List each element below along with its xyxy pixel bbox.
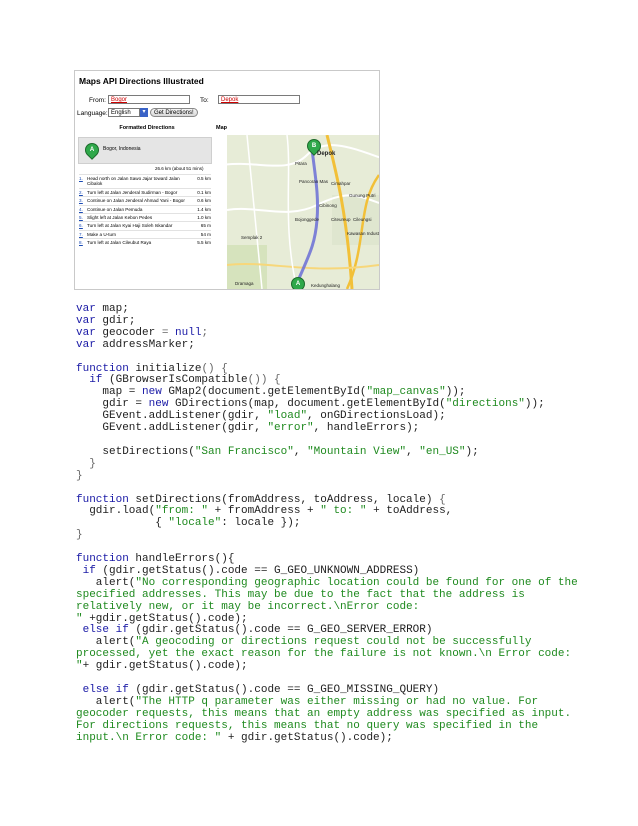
from-input[interactable]: Bogor: [108, 95, 190, 104]
code-listing: [76, 303, 578, 745]
code-token: ));: [445, 386, 466, 399]
route-summary: 26.6 km (about 51 mins): [155, 166, 204, 171]
code-token: "directions": [445, 398, 525, 411]
map-label-semplak: Semplak 2: [241, 235, 263, 240]
list-item[interactable]: 7. Make a U-turn 54 m: [79, 231, 211, 237]
code-token: GMap2(document.getElementById(: [161, 386, 367, 399]
map-label-pancoran-mas: Pancoran Mas: [299, 179, 329, 184]
code-token: initialize: [128, 362, 202, 375]
code-token: , handleErrors);: [313, 422, 420, 435]
code-token: {: [76, 517, 169, 530]
code-token: ": [76, 612, 83, 625]
code-line: [76, 304, 556, 316]
marker-a-icon: A: [82, 140, 102, 160]
marker-b-icon: B: [304, 136, 324, 156]
code-token: specified addresses. This may be due to the fact that the address is: [76, 588, 525, 601]
code-token: "load": [267, 410, 308, 423]
code-token: + gdir.getStatus().code);: [82, 660, 248, 673]
code-token: processed, yet the exact reason for the failure is not known.\n Error code:: [76, 648, 572, 661]
code-token: GDirections(map, document.getElementById(: [168, 398, 446, 411]
code-token: alert(: [76, 695, 136, 708]
code-token: "en_US": [419, 445, 466, 458]
from-label: From:: [89, 97, 106, 104]
map-roads: [227, 135, 379, 289]
map-label-gunung-putri: Gunung Putri: [349, 193, 376, 198]
list-item[interactable]: 3. Continue on Jalan Jenderal Ahmad Yani - Bogor 0.6 km: [79, 198, 211, 204]
code-token: [76, 374, 89, 386]
code-token: if: [82, 564, 96, 577]
get-directions-button[interactable]: Get Directions!: [150, 108, 198, 117]
code-line: [76, 471, 556, 483]
map-label-depok: Depok: [317, 151, 336, 157]
code-token: "No corresponding geographic location could be found for one of the: [135, 576, 578, 589]
code-token: addressMarker;: [95, 338, 195, 351]
code-line: [76, 447, 556, 459]
map-label-bojonggede: Bojonggede: [295, 217, 320, 222]
code-token: : locale });: [221, 517, 301, 530]
code-token: var: [76, 303, 96, 315]
code-token: , onGDirectionsLoad);: [307, 410, 446, 423]
code-token: setDirections(fromAddress, toAddress, locale): [128, 493, 440, 506]
code-token: relatively new, or it may be incorrect.\nError code:: [76, 600, 420, 613]
code-token: function: [76, 362, 129, 375]
map-label-citeureup: Citeureup: [331, 217, 351, 222]
step-list: [79, 174, 211, 247]
code-token: [76, 565, 83, 577]
code-token: "San Francisco": [194, 445, 294, 458]
start-location: Bogor, Indonesia: [103, 146, 141, 152]
code-token: ,: [406, 445, 420, 458]
code-token: new: [148, 398, 169, 411]
language-select[interactable]: English: [108, 108, 140, 117]
code-token: "map_canvas": [366, 386, 446, 399]
code-line: [76, 340, 556, 352]
code-token: "The HTTP q parameter was either missing or had no value. For: [135, 695, 539, 708]
code-token: + fromAddress +: [208, 505, 321, 518]
to-input[interactable]: Depok: [218, 95, 300, 104]
code-token: "Mountain View": [307, 445, 407, 458]
code-token: =: [161, 326, 176, 339]
code-token: setDirections(: [76, 445, 195, 458]
map-canvas[interactable]: [227, 135, 379, 289]
list-item[interactable]: 6. Turn left at Jalan Kyai Haji Soleh Iskandar 65 m: [79, 223, 211, 229]
chevron-down-icon[interactable]: ▾: [140, 108, 148, 117]
list-item[interactable]: 2. Turn left at Jalan Jenderal Sudirman - Bogor 0.1 km: [79, 189, 211, 195]
code-token: GEvent.addListener(gdir,: [76, 410, 268, 423]
list-item[interactable]: 4. Continue on Jalan Pemuda 1.4 km: [79, 206, 211, 212]
code-line: [76, 518, 556, 530]
code-token: function: [76, 493, 129, 506]
code-token: "from: ": [155, 505, 209, 518]
code-token: {: [439, 493, 446, 506]
map-label-dramaga: Dramaga: [235, 281, 254, 286]
directions-demo-screenshot: [74, 70, 380, 290]
code-token: }: [76, 529, 83, 542]
code-token: (gdir.getStatus().code == G_GEO_UNKNOWN_ADDRESS): [95, 564, 420, 577]
language-label: Language:: [77, 110, 108, 117]
code-token: () {: [201, 362, 228, 375]
code-token: map =: [76, 386, 143, 399]
code-token: +gdir.getStatus().code);: [82, 612, 248, 625]
map-label-kedunghalang: Kedunghalang: [311, 283, 341, 288]
code-line: [76, 530, 556, 542]
code-token: var: [76, 326, 96, 339]
code-token: (gdir.getStatus().code == G_GEO_SERVER_ERROR): [128, 624, 433, 637]
code-token: map;: [95, 303, 129, 315]
code-line: [76, 733, 556, 745]
code-token: }: [76, 469, 83, 482]
code-token: alert(: [76, 636, 136, 649]
code-token: ()) {: [247, 374, 281, 387]
map-label-pitara: Pitara: [295, 161, 307, 166]
list-item[interactable]: 8. Turn left at Jalan Cileubut Raya 5.5 km: [79, 240, 211, 246]
code-line: [76, 423, 556, 435]
to-label: To:: [200, 97, 209, 104]
code-line: [76, 661, 556, 673]
code-token: "locale": [168, 517, 222, 530]
code-token: new: [142, 386, 162, 399]
code-token: [76, 684, 83, 696]
code-token: ,: [293, 445, 308, 458]
code-token: "error": [267, 422, 314, 435]
list-item[interactable]: 5. Slight left at Jalan Kebon Pedes 1.0 km: [79, 215, 211, 221]
code-token: gdir =: [76, 398, 149, 411]
map-header: Map: [216, 125, 227, 131]
map-label-kawasan-indust: Kawasan Indust: [347, 231, 379, 236]
code-token: }: [76, 457, 96, 470]
code-token: For directions requests, this means that no query was specified in the: [76, 719, 539, 732]
demo-title: Maps API Directions Illustrated: [79, 76, 204, 86]
code-token: ;: [201, 326, 209, 339]
directions-header: Formatted Directions: [119, 125, 175, 131]
code-token: input.\n Error code: ": [76, 731, 222, 744]
code-token: geocoder: [95, 326, 162, 339]
code-token: gdir;: [95, 314, 136, 327]
code-line: [76, 459, 556, 471]
code-token: " to: ": [320, 505, 367, 518]
code-token: null: [175, 326, 202, 339]
code-token: GEvent.addListener(gdir,: [76, 422, 268, 435]
code-token: "A geocoding or directions request could not be successfully: [135, 636, 532, 649]
marker-a-map-icon: A: [288, 274, 308, 289]
code-token: + gdir.getStatus().code);: [221, 731, 393, 744]
map-label-cibinong: Cibinong: [319, 203, 337, 208]
code-token: var: [76, 314, 96, 327]
map-label-cimahpar: Cimahpar: [331, 181, 351, 186]
code-token: (GBrowserIsCompatible: [102, 374, 248, 387]
map-label-cileungsi: Cileungsi: [353, 217, 372, 222]
code-token: if: [89, 374, 103, 387]
code-token: ": [76, 660, 83, 673]
code-token: var: [76, 338, 96, 351]
code-token: (gdir.getStatus().code == G_GEO_MISSING_QUERY): [128, 684, 440, 696]
code-token: else if: [82, 684, 129, 696]
code-token: [76, 624, 83, 636]
code-token: else if: [82, 624, 129, 637]
code-token: geocoder requests, this means that an empty address was specified as input.: [76, 707, 572, 720]
code-token: function: [76, 553, 129, 566]
code-token: + toAddress,: [366, 505, 453, 518]
code-token: ));: [524, 398, 545, 411]
code-token: handleErrors(){: [128, 553, 235, 566]
code-token: alert(: [76, 576, 136, 589]
code-token: );: [465, 445, 479, 458]
code-token: gdir.load(: [76, 505, 156, 518]
start-location-box: [78, 137, 212, 164]
list-item[interactable]: 1. Head north on Jalan Sawo Jajar toward Jalan Cibalok 0.5 km: [79, 176, 211, 187]
